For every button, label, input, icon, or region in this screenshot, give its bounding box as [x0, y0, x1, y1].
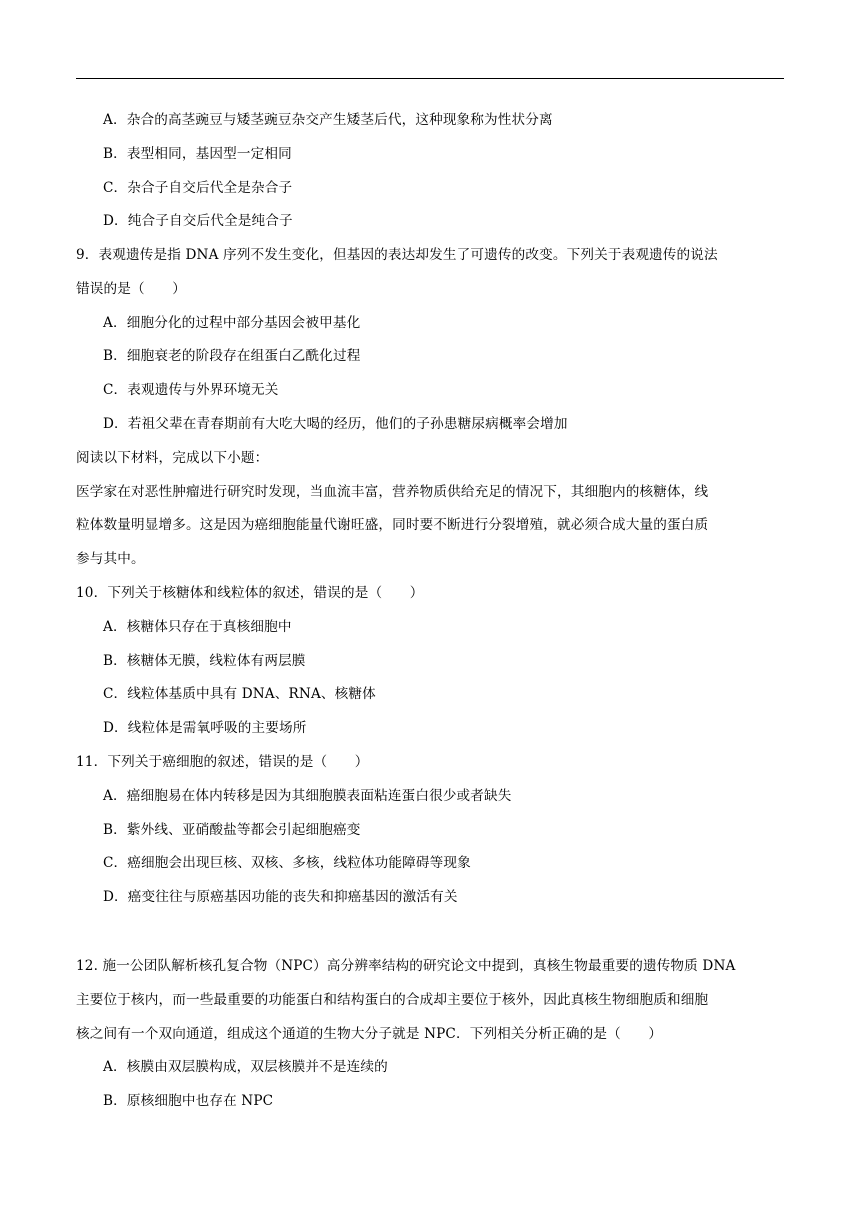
q12-stem-line-2: 主要位于核内，而一些最重要的功能蛋白和结构蛋白的合成却主要位于核外，因此真核生物细胞质和细胞 — [76, 992, 709, 1008]
reading-line-1: 医学家在对恶性肿瘤进行研究时发现，当血流丰富，营养物质供给充足的情况下，其细胞内的核糖体，线 — [76, 484, 709, 500]
q9-option-d: D．若祖父辈在青春期前有大吃大喝的经历，他们的子孙患糖尿病概率会增加 — [103, 416, 568, 432]
q11-option-c: C．癌细胞会出现巨核、双核、多核，线粒体功能障碍等现象 — [103, 855, 471, 871]
reading-line-2: 粒体数量明显增多。这是因为癌细胞能量代谢旺盛，同时要不断进行分裂增殖，就必须合成大量的蛋白质 — [76, 517, 709, 533]
reading-intro: 阅读以下材料，完成以下小题： — [76, 450, 269, 466]
q10-option-c: C．线粒体基质中具有 DNA、RNA、核糖体 — [103, 686, 376, 702]
q12-option-b: B．原核细胞中也存在 NPC — [103, 1093, 274, 1109]
q8-option-c: C．杂合子自交后代全是杂合子 — [103, 180, 293, 196]
q11-option-d: D．癌变往往与原癌基因功能的丧失和抑癌基因的激活有关 — [103, 889, 458, 905]
reading-line-3: 参与其中。 — [76, 551, 145, 567]
q10-stem: 10．下列关于核糖体和线粒体的叙述，错误的是（ ） — [76, 585, 424, 601]
q9-option-a: A．细胞分化的过程中部分基因会被甲基化 — [103, 315, 361, 331]
header-rule — [76, 78, 784, 79]
q8-option-a: A．杂合的高茎豌豆与矮茎豌豆杂交产生矮茎后代，这种现象称为性状分离 — [103, 112, 553, 128]
q12-option-a: A．核膜由双层膜构成，双层核膜并不是连续的 — [103, 1059, 388, 1075]
q9-option-c: C．表观遗传与外界环境无关 — [103, 382, 279, 398]
q9-stem-line-2: 错误的是（ ） — [76, 281, 186, 297]
q11-option-b: B．紫外线、亚硝酸盐等都会引起细胞癌变 — [103, 822, 361, 838]
q10-option-b: B．核糖体无膜，线粒体有两层膜 — [103, 653, 306, 669]
q11-stem: 11．下列关于癌细胞的叙述，错误的是（ ） — [76, 754, 369, 770]
q8-option-b: B．表型相同，基因型一定相同 — [103, 146, 292, 162]
q12-stem-line-1: 12. 施一公团队解析核孔复合物（NPC）高分辨率结构的研究论文中提到，真核生物最重要的遗传物质 DNA — [76, 958, 736, 974]
q11-option-a: A．癌细胞易在体内转移是因为其细胞膜表面粘连蛋白很少或者缺失 — [103, 788, 512, 804]
q9-stem-line-1: 9．表观遗传是指 DNA 序列不发生变化，但基因的表达却发生了可遗传的改变。下列关于表观遗传的说法 — [76, 247, 718, 263]
q10-option-a: A．核糖体只存在于真核细胞中 — [103, 619, 292, 635]
q10-option-d: D．线粒体是需氧呼吸的主要场所 — [103, 720, 307, 736]
q12-stem-line-3: 核之间有一个双向通道，组成这个通道的生物大分子就是 NPC．下列相关分析正确的是（ ） — [76, 1026, 663, 1042]
q8-option-d: D．纯合子自交后代全是纯合子 — [103, 213, 293, 229]
q9-option-b: B．细胞衰老的阶段存在组蛋白乙酰化过程 — [103, 348, 361, 364]
